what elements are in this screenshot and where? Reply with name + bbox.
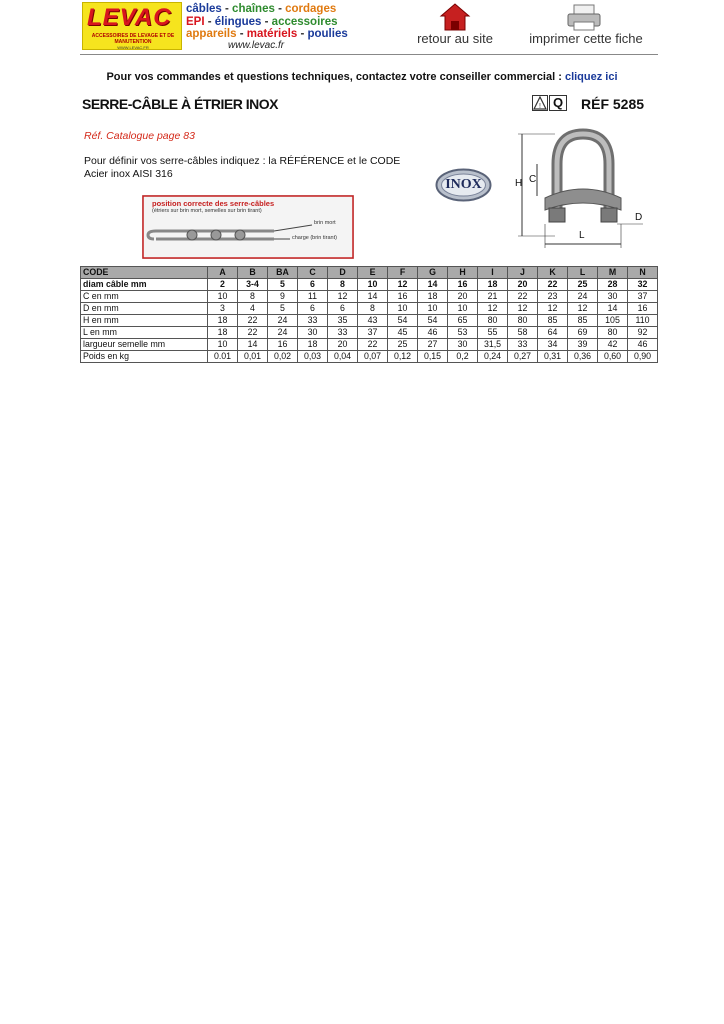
category-item[interactable]: appareils xyxy=(186,28,237,40)
table-header-cell: G xyxy=(418,267,448,279)
table-cell: 20 xyxy=(448,291,478,303)
table-cell: 23 xyxy=(538,291,568,303)
table-header-cell: BA xyxy=(268,267,298,279)
table-cell: 5 xyxy=(268,279,298,291)
table-cell: 14 xyxy=(418,279,448,291)
table-cell: 3 xyxy=(208,303,238,315)
table-cell: 22 xyxy=(238,327,268,339)
table-cell: 16 xyxy=(448,279,478,291)
table-cell: 5 xyxy=(268,303,298,315)
table-cell: 20 xyxy=(508,279,538,291)
table-cell: 3-4 xyxy=(238,279,268,291)
table-cell: diam câble mm xyxy=(81,279,208,291)
table-cell: 10 xyxy=(208,291,238,303)
table-cell: 85 xyxy=(538,315,568,327)
table-cell: 30 xyxy=(598,291,628,303)
table-cell: 0,02 xyxy=(268,351,298,363)
table-header-cell: E xyxy=(358,267,388,279)
table-row xyxy=(81,291,658,303)
table-cell: 37 xyxy=(628,291,658,303)
table-header-cell: J xyxy=(508,267,538,279)
category-item[interactable]: accessoires xyxy=(271,15,338,28)
table-cell: 16 xyxy=(628,303,658,315)
table-row xyxy=(81,327,658,339)
clamp-drawing xyxy=(515,124,655,254)
inox-badge xyxy=(435,168,492,202)
category-item[interactable]: poulies xyxy=(307,28,348,40)
table-cell: 42 xyxy=(598,339,628,351)
table-cell: 18 xyxy=(208,315,238,327)
table-cell: 18 xyxy=(418,291,448,303)
levac-logo[interactable] xyxy=(82,2,182,50)
table-cell: 8 xyxy=(358,303,388,315)
dim-d-label: D xyxy=(635,212,643,223)
table-cell: 18 xyxy=(208,327,238,339)
table-cell: 55 xyxy=(478,327,508,339)
table-cell: C en mm xyxy=(81,291,208,303)
quality-badge xyxy=(532,95,568,111)
dim-l-label: L xyxy=(579,230,585,241)
table-cell: 25 xyxy=(568,279,598,291)
table-cell: Poids en kg xyxy=(81,351,208,363)
table-cell: 4 xyxy=(238,303,268,315)
table-cell: 22 xyxy=(238,315,268,327)
position-title: position correcte des serre-câbles xyxy=(152,199,275,208)
table-row xyxy=(81,351,658,363)
table-cell: 0,27 xyxy=(508,351,538,363)
table-cell: 33 xyxy=(508,339,538,351)
contact-text: Pour vos commandes et questions techniques, contactez votre conseiller commercial : xyxy=(106,71,565,83)
home-label: retour au site xyxy=(417,31,493,46)
svg-text:!: ! xyxy=(539,103,541,110)
table-cell: 12 xyxy=(478,303,508,315)
table-header-cell: I xyxy=(478,267,508,279)
table-cell: 6 xyxy=(298,279,328,291)
table-cell: 80 xyxy=(598,327,628,339)
catalog-ref: Réf. Catalogue page 83 xyxy=(84,130,195,142)
table-header-cell: C xyxy=(298,267,328,279)
printer-icon xyxy=(516,2,656,32)
clamp-diagram xyxy=(515,124,655,254)
table-cell: 46 xyxy=(418,327,448,339)
table-header-cell: K xyxy=(538,267,568,279)
table-cell: 39 xyxy=(568,339,598,351)
table-cell: largueur semelle mm xyxy=(81,339,208,351)
category-separator: - xyxy=(274,3,286,15)
table-cell: 80 xyxy=(508,315,538,327)
table-cell: 10 xyxy=(448,303,478,315)
table-cell: 0.01 xyxy=(208,351,238,363)
category-item[interactable]: EPI xyxy=(186,15,205,28)
table-row xyxy=(81,315,658,327)
table-cell: 22 xyxy=(508,291,538,303)
header-divider xyxy=(80,54,658,55)
table-cell: 110 xyxy=(628,315,658,327)
category-list xyxy=(186,3,356,41)
table-cell: 92 xyxy=(628,327,658,339)
table-cell: 34 xyxy=(538,339,568,351)
table-cell: 22 xyxy=(358,339,388,351)
contact-line xyxy=(0,71,724,83)
table-cell: 14 xyxy=(358,291,388,303)
logo-subtext: ACCESSOIRES DE LEVAGE ET DE MANUTENTION xyxy=(91,33,175,45)
table-cell: 12 xyxy=(568,303,598,315)
category-line xyxy=(186,3,356,16)
description-line-1: Pour définir vos serre-câbles indiquez : la RÉFÉRENCE et le CODE xyxy=(84,155,401,167)
spec-table xyxy=(80,266,658,363)
table-header-cell: N xyxy=(628,267,658,279)
table-header-cell: A xyxy=(208,267,238,279)
table-cell: 0,01 xyxy=(238,351,268,363)
category-item[interactable]: matériels xyxy=(246,28,298,40)
table-cell: 45 xyxy=(388,327,418,339)
table-cell: 28 xyxy=(598,279,628,291)
table-row xyxy=(81,339,658,351)
table-cell: 10 xyxy=(418,303,448,315)
contact-link[interactable]: cliquez ici xyxy=(564,71,618,83)
table-cell: 25 xyxy=(388,339,418,351)
table-cell: 0,90 xyxy=(628,351,658,363)
position-subtitle: (étriers sur brin mort, semelles sur brin tirant) xyxy=(152,208,262,214)
table-cell: 43 xyxy=(358,315,388,327)
table-cell: 14 xyxy=(238,339,268,351)
table-cell: 105 xyxy=(598,315,628,327)
table-cell: 6 xyxy=(298,303,328,315)
table-header-cell: M xyxy=(598,267,628,279)
table-cell: 31,5 xyxy=(478,339,508,351)
table-cell: 0,12 xyxy=(388,351,418,363)
category-item[interactable]: câbles xyxy=(186,3,222,15)
table-cell: 10 xyxy=(388,303,418,315)
table-cell: 18 xyxy=(298,339,328,351)
print-button[interactable] xyxy=(516,2,656,46)
table-cell: 10 xyxy=(358,279,388,291)
table-cell: 54 xyxy=(418,315,448,327)
inox-label: INOX xyxy=(445,177,482,192)
category-separator: - xyxy=(204,15,215,28)
table-header-cell: B xyxy=(238,267,268,279)
table-cell: 85 xyxy=(568,315,598,327)
logo-text: LEVAC xyxy=(87,4,172,31)
table-cell: 10 xyxy=(208,339,238,351)
table-cell: 0,03 xyxy=(298,351,328,363)
category-separator: - xyxy=(221,3,233,15)
table-header-cell: D xyxy=(328,267,358,279)
table-cell: 0,15 xyxy=(418,351,448,363)
table-cell: 37 xyxy=(358,327,388,339)
table-cell: 18 xyxy=(478,279,508,291)
house-icon xyxy=(412,2,498,32)
description-line-2: Acier inox AISI 316 xyxy=(84,168,173,180)
table-cell: 27 xyxy=(418,339,448,351)
category-separator: - xyxy=(236,28,247,40)
position-illustration xyxy=(142,195,354,259)
category-item[interactable]: élingues xyxy=(214,15,262,28)
dim-h-label: H xyxy=(515,178,523,189)
print-label: imprimer cette fiche xyxy=(529,31,643,46)
table-cell: 0,04 xyxy=(328,351,358,363)
table-cell: 11 xyxy=(298,291,328,303)
table-cell: 12 xyxy=(388,279,418,291)
table-header-row xyxy=(81,267,658,279)
table-cell: 0,07 xyxy=(358,351,388,363)
table-cell: 24 xyxy=(268,327,298,339)
table-header-cell: H xyxy=(448,267,478,279)
position-dead-end: brin mort xyxy=(314,220,336,226)
table-cell: 30 xyxy=(448,339,478,351)
table-cell: D en mm xyxy=(81,303,208,315)
table-cell: 12 xyxy=(508,303,538,315)
table-cell: 46 xyxy=(628,339,658,351)
table-header-cell: CODE xyxy=(81,267,208,279)
table-cell: 35 xyxy=(328,315,358,327)
table-cell: 20 xyxy=(328,339,358,351)
table-cell: 6 xyxy=(328,303,358,315)
home-button[interactable] xyxy=(412,2,498,46)
table-cell: 21 xyxy=(478,291,508,303)
category-line xyxy=(186,28,356,41)
table-cell: 0,24 xyxy=(478,351,508,363)
table-cell: 69 xyxy=(568,327,598,339)
table-row xyxy=(81,279,658,291)
table-cell: 12 xyxy=(328,291,358,303)
table-cell: 32 xyxy=(628,279,658,291)
table-cell: 33 xyxy=(328,327,358,339)
table-cell: 2 xyxy=(208,279,238,291)
table-cell: 54 xyxy=(388,315,418,327)
table-cell: 0,2 xyxy=(448,351,478,363)
table-header-cell: L xyxy=(568,267,598,279)
table-row xyxy=(81,303,658,315)
table-cell: 80 xyxy=(478,315,508,327)
badge-label: Q xyxy=(553,95,564,110)
table-cell: 8 xyxy=(238,291,268,303)
table-cell: 30 xyxy=(298,327,328,339)
table-cell: 24 xyxy=(568,291,598,303)
table-cell: 14 xyxy=(598,303,628,315)
category-line xyxy=(186,16,356,29)
table-cell: 0,31 xyxy=(538,351,568,363)
category-separator: - xyxy=(297,28,308,40)
position-load: charge (brin tirant) xyxy=(292,235,337,241)
category-item[interactable]: chaînes xyxy=(232,3,275,15)
table-cell: 8 xyxy=(328,279,358,291)
table-header-cell: F xyxy=(388,267,418,279)
table-cell: 0,60 xyxy=(598,351,628,363)
site-url: www.levac.fr xyxy=(228,40,285,51)
table-cell: 24 xyxy=(268,315,298,327)
table-cell: H en mm xyxy=(81,315,208,327)
table-cell: 16 xyxy=(268,339,298,351)
table-cell: 9 xyxy=(268,291,298,303)
table-cell: L en mm xyxy=(81,327,208,339)
table-cell: 33 xyxy=(298,315,328,327)
dim-c-label: C xyxy=(529,174,537,185)
table-cell: 58 xyxy=(508,327,538,339)
category-item[interactable]: cordages xyxy=(285,3,337,15)
table-cell: 16 xyxy=(388,291,418,303)
product-ref: RÉF 5285 xyxy=(581,96,645,112)
table-cell: 65 xyxy=(448,315,478,327)
table-cell: 12 xyxy=(538,303,568,315)
table-cell: 22 xyxy=(538,279,568,291)
spec-table-body xyxy=(81,267,658,363)
table-cell: 64 xyxy=(538,327,568,339)
logo-site: WWW.LEVAC.FR xyxy=(117,45,149,50)
category-separator: - xyxy=(261,15,272,28)
product-title: SERRE-CÂBLE À ÉTRIER INOX xyxy=(82,96,278,112)
table-cell: 53 xyxy=(448,327,478,339)
table-cell: 0,36 xyxy=(568,351,598,363)
